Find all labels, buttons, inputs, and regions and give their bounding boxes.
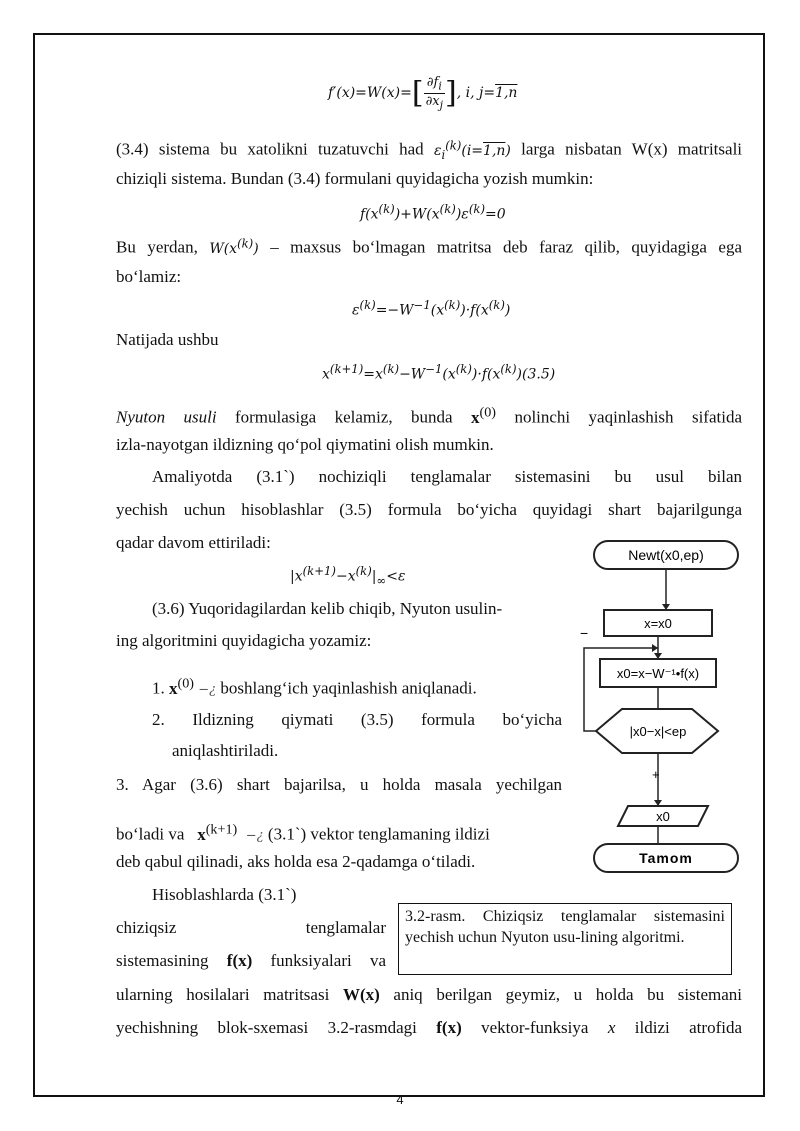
flowchart-end-label: Tamom [639,850,693,866]
formula-epsilon: $\varepsilon^{(k)}=-W^{-1}(x^{(k)})\cdot f(x^{(k)})$ [352,298,511,319]
list-item-2-line-1: 2. Ildizning qiymati (3.5) formula bo‘yicha [152,710,562,729]
paragraph-8-line-2: yechishning blok-sxemasi 3.2-rasmdagi f(x) vektor-funksiya x ildizi atrofida [116,1018,742,1037]
paragraph-7-line-1: Hisoblashlarda (3.1`) [152,885,297,904]
paragraph-7-line-2: chiziqsiz tenglamalar [116,918,386,937]
formula-linear: $f(x^{(k)})+W(x^{(k)})\varepsilon^{(k)}=0$ [360,202,506,223]
flowchart-update-label: x0=x−W⁻¹•f(x) [616,666,700,681]
flowchart-minus-label: − [580,625,589,641]
flowchart-decision-label: |x0−x|<ep [629,724,687,739]
list-item-2-line-2: aniqlashtiriladi. [172,741,279,760]
paragraph-5-line-2: yechish uchun hisoblashlar (3.5) formula bo‘yicha quyidagi shart bajarilgunga [116,500,742,519]
formula-newton: $x^{(k+1)}=x^{(k)}-W^{-1}(x^{(k)})\cdot f(x^{(k)})(3.5)$ [322,362,556,383]
list-item-1: 1. $x^{(0)}$ −¿ boshlang‘ich yaqinlashish aniqlanadi. [152,675,477,698]
figure-caption: 3.2-rasm. Chiziqsiz tenglamalar sistemasini yechish uchun Nyuton usu-lining algoritmi. [398,903,732,975]
paragraph-2-line-2: bo‘lamiz: [116,267,182,286]
list-item-3-line-1: 3. Agar (3.6) shart bajarilsa, u holda masala yechilgan [116,775,562,794]
page-number: 4 [396,1092,404,1107]
paragraph-7-line-3: sistemasining f(x) funksiyalari va [116,951,386,970]
paragraph-6-line-2: ing algoritmini quyidagicha yozamiz: [116,631,372,650]
paragraph-4-line-1: Nyuton usuli formulasiga kelamiz, bunda $x^{(0)}$ nolinchi yaqinlashish sifatida [116,404,742,427]
paragraph-1-line-1: (3.4) sistema bu xatolikni tuzatuvchi had $\varepsilon_i^{(k)}(i=1,n)$ larga nisbatan W(x) matritsali [116,138,743,162]
list-item-3-line-2: bo‘ladi va $x^{(k+1)}$ −¿ (3.1`) vektor tenglamaning ildizi [116,821,490,844]
paragraph-5-line-1: Amaliyotda (3.1`) nochiziqli tenglamalar sistemasini bu usul bilan [152,467,742,486]
paragraph-3: Natijada ushbu [116,330,219,349]
paragraph-5-line-3: qadar davom ettiriladi: [116,533,271,552]
paragraph-2-line-1: Bu yerdan, $W(x^{(k)})$ – maxsus bo‘lmagan matritsa deb faraz qilib, quyidagiga ega [116,236,743,257]
flowchart-start-label: Newt(x0,ep) [628,547,704,563]
paragraph-4-line-2: izla-nayotgan ildizning qo‘pol qiymatini olish mumkin. [116,435,494,454]
flowchart [560,535,760,885]
inline-epsilon: $\varepsilon_i^{(k)}(i=1,n)$ [433,138,511,162]
list-item-3-line-3: deb qabul qilinadi, aks holda esa 2-qadamga o‘tiladi. [116,852,476,871]
formula-stop: $|x^{(k+1)}-x^{(k)}|_\infty<\varepsilon$ [290,564,406,588]
flowchart-init-label: x=x0 [644,616,672,631]
flowchart-plus-label: + [652,767,660,782]
paragraph-8-line-1: ularning hosilalari matritsasi W(x) aniq berilgan geymiz, u holda bu sistemani [116,985,742,1004]
paragraph-1-line-2: chiziqli sistema. Bundan (3.4) formulani quyidagicha yozish mumkin: [116,169,594,188]
x0-symbol: $x^{(0)}$ [471,404,497,427]
formula-jacobian: f′(x)=W(x)=[ $\frac{\partial f_i}{\partial x_j}$ ], i, j=1,n [328,75,518,112]
paragraph-6-line-1: (3.6) Yuqoridagilardan kelib chiqib, Nyuton usulin- [152,599,503,618]
flowchart-output-label: x0 [656,809,670,824]
